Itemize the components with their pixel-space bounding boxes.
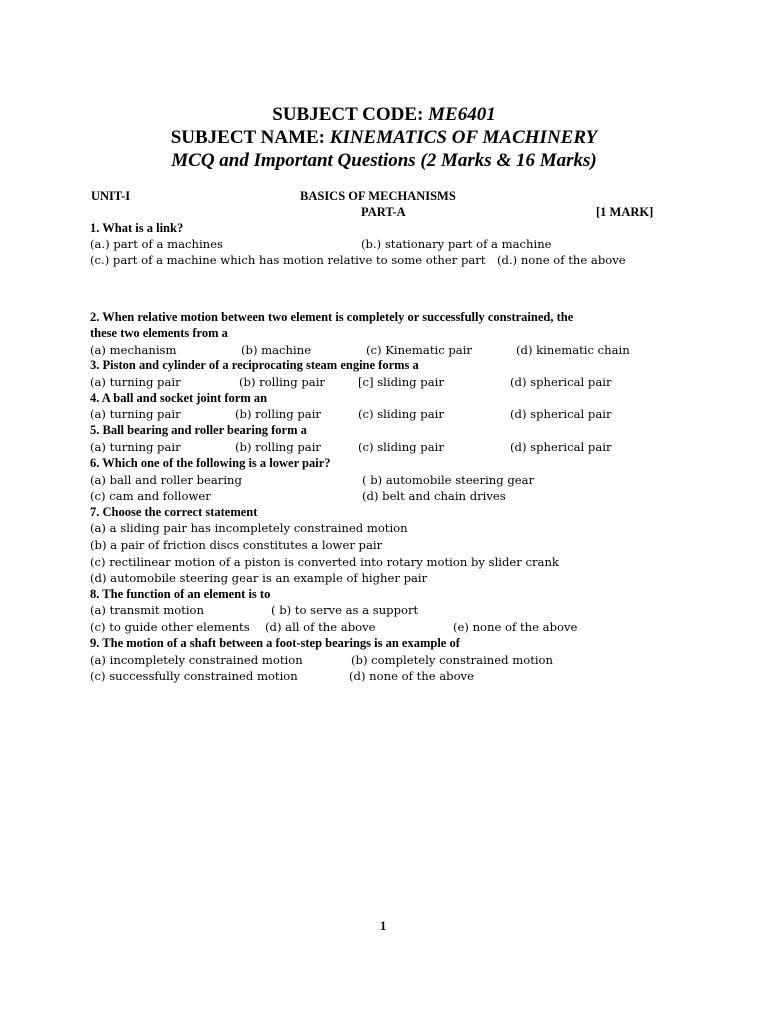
q5-option-c: (c) sliding pair bbox=[358, 440, 444, 454]
document-subtitle-text: MCQ and Important Questions (2 Marks & 16 Marks) bbox=[171, 150, 597, 171]
page-number: 1 bbox=[380, 919, 387, 933]
subject-name-label: SUBJECT NAME: bbox=[170, 127, 330, 148]
subject-name-line bbox=[0, 127, 768, 149]
q5-option-d: (d) spherical pair bbox=[510, 440, 612, 454]
q9-option-b: (b) completely constrained motion bbox=[351, 653, 554, 667]
q1-option-d: (d.) none of the above bbox=[497, 253, 626, 267]
question-9: 9. The motion of a shaft between a foot-step bearings is an example of bbox=[90, 636, 460, 650]
q1-option-a: (a.) part of a machines bbox=[90, 237, 223, 251]
subject-code-label: SUBJECT CODE: bbox=[272, 104, 429, 125]
subject-code-value: ME6401 bbox=[428, 104, 496, 125]
part-label: PART-A bbox=[361, 205, 406, 219]
q9-option-a: (a) incompletely constrained motion bbox=[90, 653, 303, 667]
q2-option-b: (b) machine bbox=[241, 343, 312, 357]
unit-title: BASICS OF MECHANISMS bbox=[300, 189, 456, 203]
q5-option-a: (a) turning pair bbox=[90, 440, 181, 454]
q8-option-c: (c) to guide other elements bbox=[90, 620, 250, 634]
question-3: 3. Piston and cylinder of a reciprocating steam engine forms a bbox=[90, 358, 419, 372]
q7-option-a: (a) a sliding pair has incompletely constrained motion bbox=[90, 521, 408, 535]
q6-option-b: ( b) automobile steering gear bbox=[362, 473, 535, 487]
unit-label: UNIT-I bbox=[91, 189, 131, 203]
q1-option-c: (c.) part of a machine which has motion relative to some other part bbox=[90, 253, 486, 267]
question-6: 6. Which one of the following is a lower pair? bbox=[90, 456, 331, 470]
question-8: 8. The function of an element is to bbox=[90, 587, 271, 601]
q8-option-e: (e) none of the above bbox=[453, 620, 578, 634]
q3-option-a: (a) turning pair bbox=[90, 375, 181, 389]
marks-label: [1 MARK] bbox=[596, 205, 654, 219]
q8-option-d: (d) all of the above bbox=[265, 620, 376, 634]
q2-option-d: (d) kinematic chain bbox=[516, 343, 630, 357]
question-2-cont: these two elements from a bbox=[90, 326, 228, 340]
q3-option-c: [c] sliding pair bbox=[358, 375, 444, 389]
question-2: 2. When relative motion between two element is completely or successfully constrained, the bbox=[90, 310, 574, 324]
q6-option-d: (d) belt and chain drives bbox=[362, 489, 506, 503]
q8-option-a: (a) transmit motion bbox=[90, 603, 205, 617]
q2-option-a: (a) mechanism bbox=[90, 343, 177, 357]
question-7: 7. Choose the correct statement bbox=[90, 505, 258, 519]
q4-option-d: (d) spherical pair bbox=[510, 407, 612, 421]
q6-option-c: (c) cam and follower bbox=[90, 489, 211, 503]
q2-option-c: (c) Kinematic pair bbox=[366, 343, 472, 357]
q4-option-c: (c) sliding pair bbox=[358, 407, 444, 421]
q7-option-b: (b) a pair of friction discs constitutes a lower pair bbox=[90, 538, 383, 552]
q9-option-d: (d) none of the above bbox=[349, 669, 474, 683]
q4-option-a: (a) turning pair bbox=[90, 407, 181, 421]
q5-option-b: (b) rolling pair bbox=[235, 440, 321, 454]
question-5: 5. Ball bearing and roller bearing form a bbox=[90, 423, 307, 437]
question-4: 4. A ball and socket joint form an bbox=[90, 391, 268, 405]
q8-option-b: ( b) to serve as a support bbox=[271, 603, 419, 617]
q7-option-d: (d) automobile steering gear is an example of higher pair bbox=[90, 571, 428, 585]
q1-option-b: (b.) stationary part of a machine bbox=[361, 237, 552, 251]
subject-code-line bbox=[0, 104, 768, 126]
q9-option-c: (c) successfully constrained motion bbox=[90, 669, 298, 683]
q3-option-d: (d) spherical pair bbox=[510, 375, 612, 389]
q6-option-a: (a) ball and roller bearing bbox=[90, 473, 242, 487]
subject-name-value: KINEMATICS OF MACHINERY bbox=[329, 127, 598, 148]
q7-option-c: (c) rectilinear motion of a piston is converted into rotary motion by slider crank bbox=[90, 555, 559, 569]
document-subtitle bbox=[0, 150, 768, 172]
q3-option-b: (b) rolling pair bbox=[239, 375, 325, 389]
q4-option-b: (b) rolling pair bbox=[235, 407, 321, 421]
question-1: 1. What is a link? bbox=[90, 221, 184, 235]
